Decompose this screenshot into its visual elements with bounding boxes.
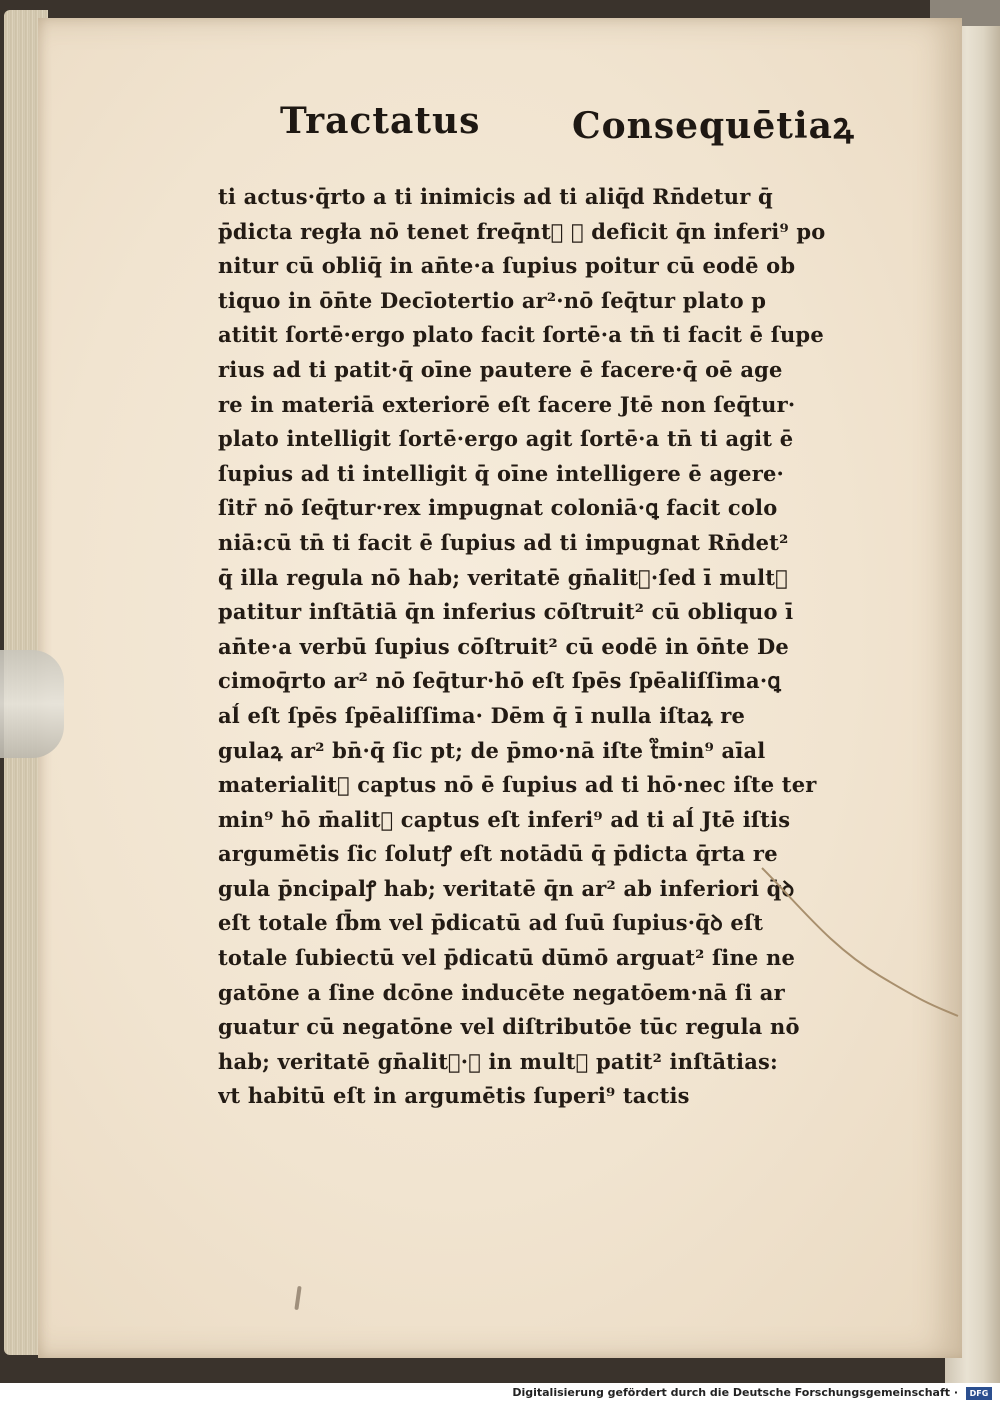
text-line: an̄te·a verbū ſupius cōſtruit² cū eodē in ōn̄te De (218, 633, 789, 659)
text-line: plato intelligit ſortē·ergo agit ſortē·a tn̄ ti agit ē (218, 426, 794, 452)
running-title (236, 88, 855, 158)
text-line: p̄dicta regła nō tenet freq̄nt᷑ ꝗ deficit q̄n inferi⁹ po (218, 218, 826, 244)
text-line: niā:cū tn̄ ti facit ē ſupius ad ti impugnat Rn̄det² (218, 529, 789, 555)
text-line: totale ſubiectū vel p̄dicatū dūmō arguat² ſine ne (218, 945, 796, 971)
dfg-logo-icon: DFG (966, 1387, 992, 1400)
text-line: materialit᷑ captus nō ē ſupius ad ti hō·nec iſte ter (218, 772, 817, 798)
text-line: q̄ illa regula nō hab; veritatē gn̄alit᷑·ſed ī multꝭ (218, 564, 788, 590)
footer-bar (0, 1383, 1000, 1404)
page-clip (0, 650, 64, 758)
text-line: aĺ eſt ſpēs ſpēaliſſima· Dēm q̄ ī nulla iſtaꝝ re (218, 702, 746, 728)
text-line: guatur cū negatōne vel diſtributōe tūc regula nō (218, 1014, 800, 1040)
book-page (38, 18, 962, 1358)
title-left: Tractatus (280, 100, 481, 142)
text-line: min⁹ hō m̄alit᷑ captus eſt inferi⁹ ad ti aĺ Jtē iſtis (218, 806, 791, 832)
footer-credit: Digitalisierung gefördert durch die Deutsche Forschungsgemeinschaft · (512, 1386, 958, 1399)
text-line: tiquo in ōn̄te Decīotertio ar²·nō ſeq̄tur plato p (218, 287, 767, 313)
title-right: Consequētiaꝝ (572, 105, 855, 147)
text-line: gulaꝝ ar² bn̄·q̄ ſic pt; de p̄mo·nā iſte t᷑min⁹ aīal (218, 737, 766, 763)
text-line: vt habitū eſt in argumētis ſuperi⁹ tactis (218, 1083, 690, 1109)
text-line: ſitr̄ nō ſeq̄tur·rex impugnat coloniā·ꝗ facit colo (218, 495, 778, 521)
text-line: hab; veritatē gn̄alit᷑·ꝗ in multꝭ patit² inſtātias: (218, 1048, 779, 1074)
text-line: argumētis ſic ſolutꝭ eſt notādū q̄ p̄dicta q̄rta re (218, 841, 778, 867)
thread-strand (760, 866, 960, 1026)
text-line: re in materiā exteriorē eſt facere Jtē non ſeq̄tur· (218, 391, 796, 417)
text-line: atitit ſortē·ergo plato facit ſortē·a tn̄ ti facit ē ſupe (218, 322, 824, 348)
text-line: patitur inſtātiā q̄n inferius cōſtruit² cū obliquo ī (218, 599, 794, 625)
text-line: gula p̄ncipalꝭ hab; veritatē q̄n ar² ab inferiori q̄ꝺ (218, 875, 795, 901)
ink-mark (294, 1286, 301, 1310)
text-line: ti actus·q̄rto a ti inimicis ad ti aliq̄d Rn̄detur q̄ (218, 184, 773, 209)
text-line: ſupius ad ti intelligit q̄ oīne intelligere ē agere· (218, 460, 785, 486)
text-block (218, 180, 848, 1114)
text-line: rius ad ti patit·q̄ oīne pautere ē facere·q̄ oē age (218, 356, 783, 382)
text-line: gatōne a ſine dcōne inducēte negatōem·nā ſi ar (218, 979, 785, 1005)
text-line: eſt totale ſb̄m vel p̄dicatū ad ſuū ſupius·q̄ꝺ eſt (218, 910, 764, 936)
text-line: cimoq̄rto ar² nō ſeq̄tur·hō eſt ſpēs ſpēaliſſima·ꝗ (218, 668, 781, 694)
text-line: nitur cū obliq̄ in an̄te·a ſupius poitur cū eodē ob (218, 253, 796, 279)
